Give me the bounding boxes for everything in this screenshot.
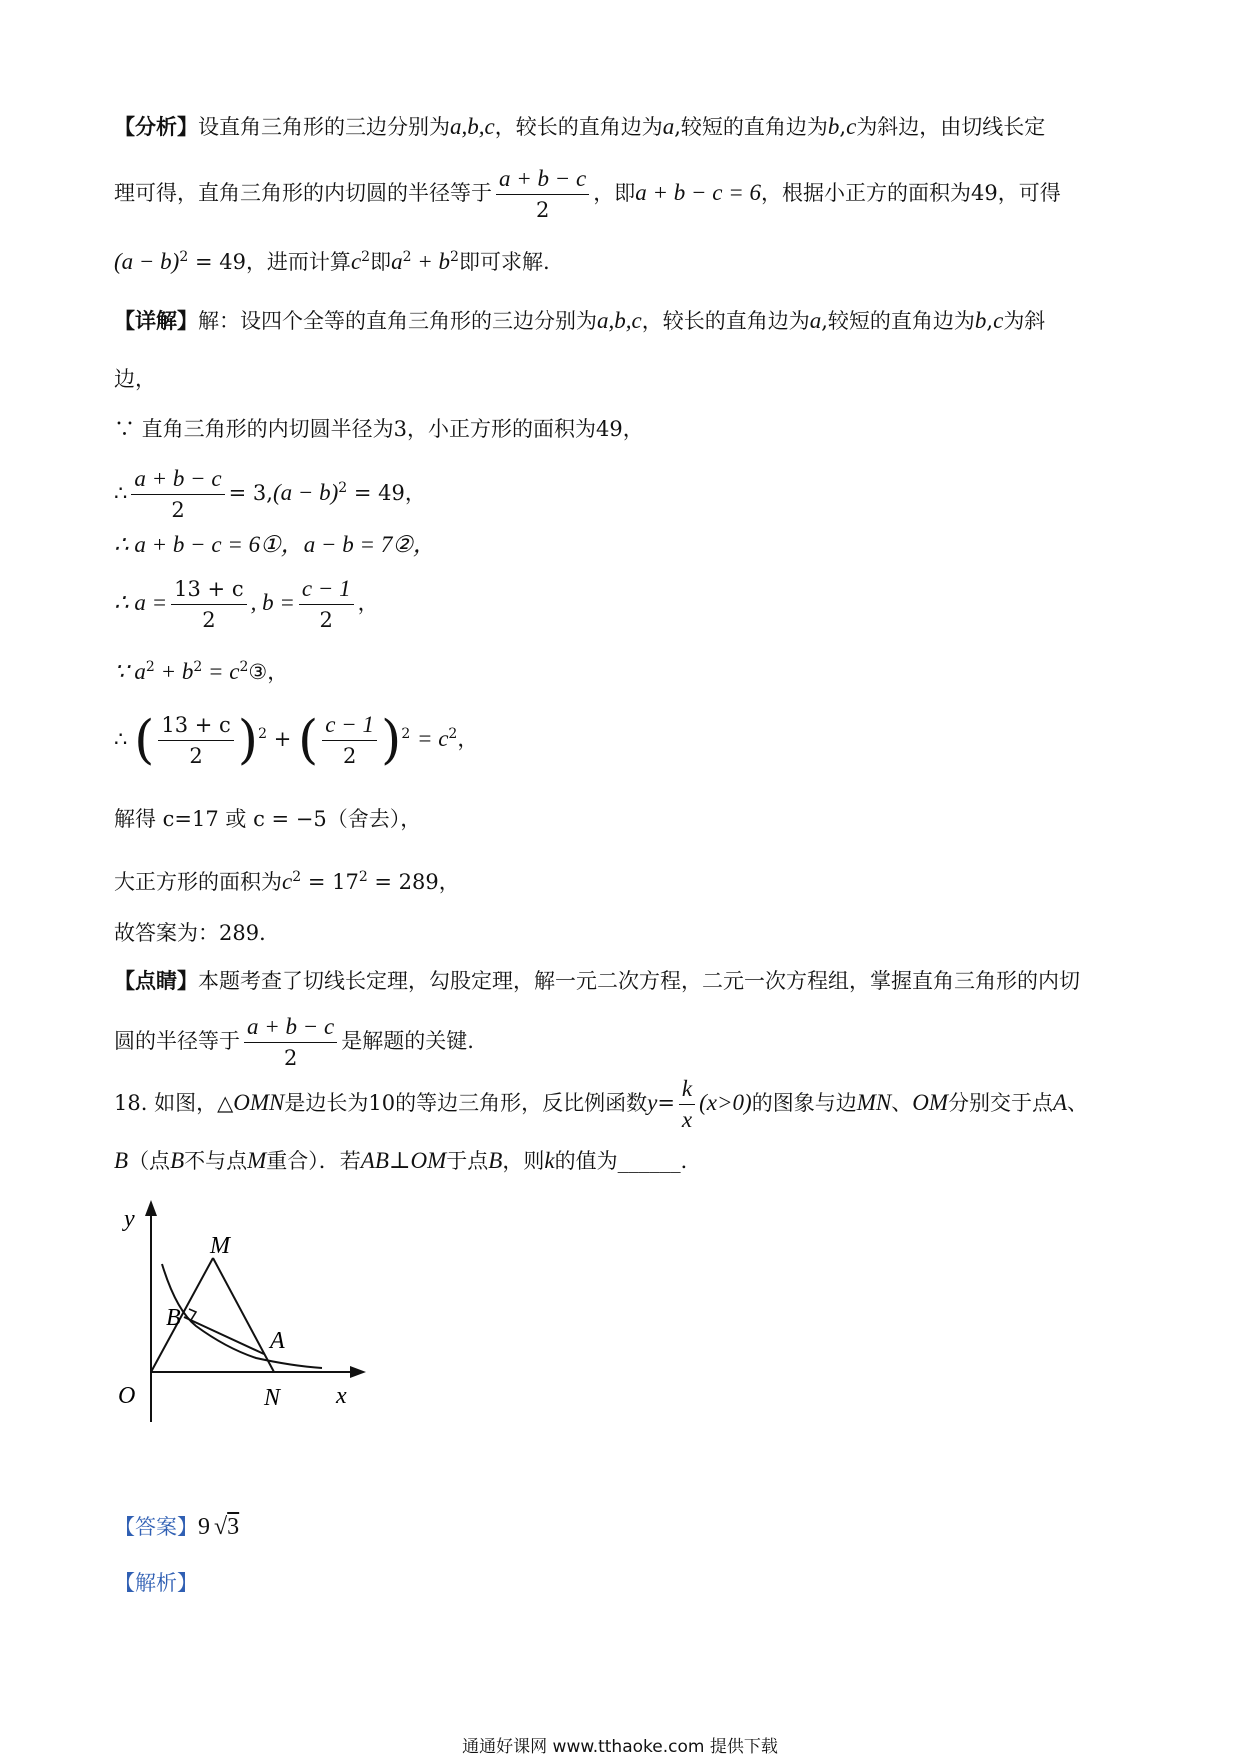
detail-line-3: ∵ 直角三角形的内切圆半径为3，小正方形的面积为49， bbox=[114, 417, 644, 441]
answer-line bbox=[114, 1512, 239, 1542]
detail-line-4: ∴ $\frac{a + b - c}{2}$ = $3,(a - b)^2 = 49$， bbox=[114, 466, 426, 522]
detail-line-5: ∴ a + b − c = 6①，a − b = 7②， bbox=[114, 532, 436, 557]
x-axis-arrow-icon bbox=[350, 1366, 366, 1378]
explain-tag: 【解析】 bbox=[114, 1571, 198, 1595]
y-axis-arrow-icon bbox=[145, 1200, 157, 1216]
label-a: A bbox=[270, 1328, 285, 1354]
sqrt-icon: √ bbox=[214, 1514, 228, 1540]
label-x: x bbox=[336, 1383, 347, 1409]
detail-line-8: ∴ ( $\frac{13 + c}{2}$ )$^2$ + ( $\frac{c - 1}{2}$ )$^2 = c^2$， bbox=[114, 710, 479, 771]
label-y: y bbox=[124, 1206, 135, 1232]
detail-line-10: 大正方形的面积为$c^2 = 17^2 = 289$， bbox=[114, 869, 460, 894]
comment-tag: 【点睛】 bbox=[114, 968, 198, 993]
comment-line-1: 【点睛】本题考查了切线长定理，勾股定理，解一元二次方程，二元一次方程组，掌握直角三角形的内切 bbox=[114, 968, 1080, 993]
label-b: B bbox=[166, 1305, 181, 1331]
analysis-fraction: $\frac{a + b - c}{2}$ bbox=[496, 166, 589, 223]
detail-line-6: ∴ a = $\frac{13 + c}{2}$ , b = $\frac{c - 1}{2}$ ， bbox=[114, 576, 379, 632]
answer-tag: 【答案】 bbox=[114, 1515, 198, 1539]
label-n: N bbox=[264, 1385, 281, 1411]
detail-line-7: ∵ $a^2 + b^2$ = $c^2③$， bbox=[114, 659, 289, 684]
detail-line-11: 故答案为：289． bbox=[114, 921, 281, 945]
question-18-line-1: 18. 如图，△OMN是边长为10的等边三角形，反比例函数y= $\frac{k}{x}$ (x>0)的图象与边MN、OM分别交于点A、 bbox=[114, 1076, 1089, 1132]
geometry-figure bbox=[110, 1198, 380, 1430]
answer-value: 9 √3 bbox=[198, 1514, 240, 1540]
right-angle-mark bbox=[189, 1309, 196, 1320]
label-m: M bbox=[210, 1233, 230, 1259]
hyperbola-curve bbox=[162, 1264, 322, 1368]
explain-line bbox=[114, 1568, 198, 1598]
side-mn bbox=[213, 1258, 274, 1372]
question-18-line-2: B（点B不与点M重合）．若AB⊥OM于点B，则k的值为______． bbox=[114, 1148, 702, 1173]
segment-ab bbox=[184, 1317, 264, 1354]
analysis-line-1: 【分析】设直角三角形的三边分别为a,b,c，较长的直角边为a,较短的直角边为b,c为斜边，由切线长定 bbox=[114, 114, 1046, 139]
analysis-tag: 【分析】 bbox=[114, 114, 198, 139]
detail-line-2: 边， bbox=[114, 367, 156, 391]
detail-tag: 【详解】 bbox=[114, 308, 198, 333]
comment-line-2: 圆的半径等于 $\frac{a + b - c}{2}$ 是解题的关键. bbox=[114, 1014, 474, 1070]
side-om bbox=[151, 1258, 213, 1372]
analysis-line-2: 理可得，直角三角形的内切圆的半径等于 $\frac{a + b - c}{2}$ ，即a + b − c = 6，根据小正方的面积为49，可得 bbox=[114, 166, 1061, 222]
detail-line-1: 【详解】解：设四个全等的直角三角形的三边分别为a,b,c，较长的直角边为a,较短的直角边为b,c为斜 bbox=[114, 308, 1046, 333]
analysis-line-3: $(a - b)^2 = 49$，进而计算$c^2$即$a^2 + b^2$即可求解. bbox=[114, 249, 550, 274]
detail-line-9: 解得 c=17 或 c = −5（舍去）， bbox=[114, 807, 422, 831]
page-footer: 通通好课网 www.tthaoke.com 提供下载 bbox=[462, 1737, 778, 1757]
label-o: O bbox=[118, 1383, 136, 1409]
